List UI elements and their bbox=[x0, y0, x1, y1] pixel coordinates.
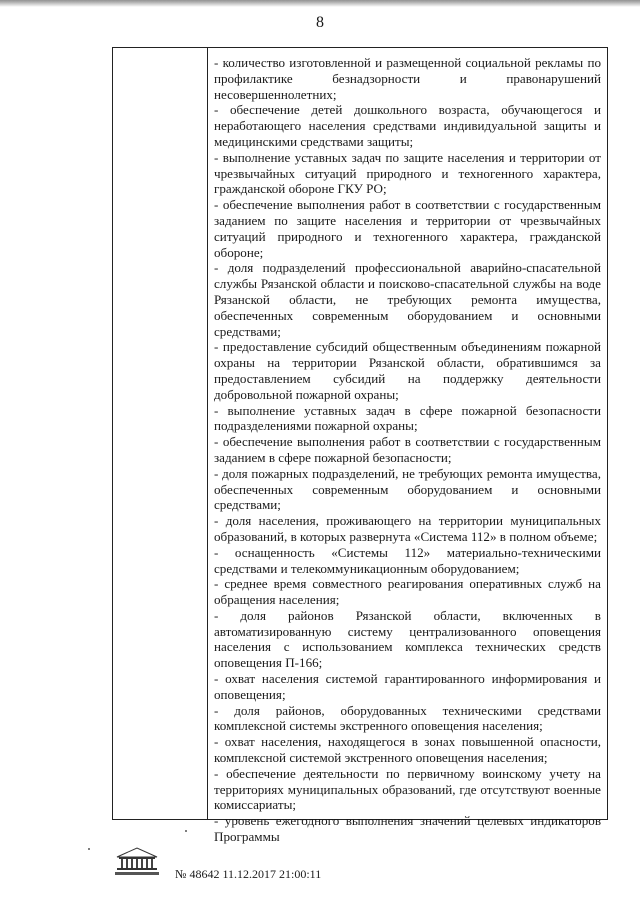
indicator-item-13: - доля районов Рязанской области, включенных в автоматизированную систему централизованного оповещения населения с использованием комплекса технических средств оповещения П-166; bbox=[214, 607, 601, 671]
indicators-table bbox=[112, 47, 608, 845]
indicator-item-14: - охват населения системой гарантированного информирования и оповещения; bbox=[214, 671, 601, 702]
scan-speck bbox=[88, 848, 90, 850]
indicator-item-5: - доля подразделений профессиональной аварийно-спасательной службы Рязанской области и поисково-спасательной службы на воде Рязанской области, не требующих ремонта имущества, обеспеченных современным оборудованием и основными средствами; bbox=[214, 260, 601, 339]
indicator-item-4: - обеспечение выполнения работ в соответствии с государственным заданием по защите населения и территории от чрезвычайных ситуаций природного и техногенного характера, гражданской обороне; bbox=[214, 197, 601, 260]
indicator-item-10: - доля населения, проживающего на территории муниципальных образований, в которых развернута «Система 112» в полном объеме; bbox=[214, 513, 601, 544]
indicator-item-18: - уровень ежегодного выполнения значений целевых индикаторов Программы bbox=[214, 813, 601, 845]
page-number: 8 bbox=[316, 14, 324, 31]
building-emblem-icon bbox=[112, 845, 162, 877]
indicator-item-2: - обеспечение детей дошкольного возраста, обучающегося и неработающего населения средствами индивидуальной защиты и медицинскими средствами защиты; bbox=[214, 102, 601, 149]
registration-footer bbox=[112, 845, 412, 885]
indicators-cell bbox=[214, 55, 601, 845]
indicator-item-16: - охват населения, находящегося в зонах повышенной опасности, комплексной системой экстренного оповещения населения; bbox=[214, 734, 601, 766]
indicator-item-7: - выполнение уставных задач в сфере пожарной безопасности подразделениями пожарной охраны; bbox=[214, 402, 601, 434]
indicator-item-12: - среднее время совместного реагирования оперативных служб на обращения населения; bbox=[214, 576, 601, 608]
indicator-item-11: - оснащенность «Системы 112» материально-техническими средствами и телекоммуникационным оборудованием; bbox=[214, 544, 601, 576]
scan-speck bbox=[185, 830, 187, 832]
registration-number: № 48642 11.12.2017 21:00:11 bbox=[175, 867, 322, 881]
indicator-item-17: - обеспечение деятельности по первичному воинскому учету на территориях муниципальных образований, где отсутствуют военные комиссариаты; bbox=[214, 765, 601, 813]
scan-edge-shadow bbox=[0, 0, 640, 8]
indicator-item-3: - выполнение уставных задач по защите населения и территории от чрезвычайных ситуаций природного и техногенного характера, гражданской обороне ГКУ РО; bbox=[214, 149, 601, 197]
indicator-item-1: - количество изготовленной и размещенной социальной рекламы по профилактике безнадзорности и правонарушений несовершеннолетних; bbox=[214, 55, 601, 102]
indicator-item-6: - предоставление субсидий общественным объединениям пожарной охраны на территории Рязанской области, обратившимся за предоставлением субсидий на поддержку деятельности добровольной пожарной охраны; bbox=[214, 339, 601, 402]
indicator-item-8: - обеспечение выполнения работ в соответствии с государственным заданием в сфере пожарной безопасности; bbox=[214, 434, 601, 465]
indicator-item-15: - доля районов, оборудованных техническими средствами комплексной системы экстренного оповещения населения; bbox=[214, 702, 601, 734]
column-divider bbox=[207, 48, 208, 819]
indicator-item-9: - доля пожарных подразделений, не требующих ремонта имущества, обеспеченных современным оборудованием и основными средствами; bbox=[214, 465, 601, 513]
